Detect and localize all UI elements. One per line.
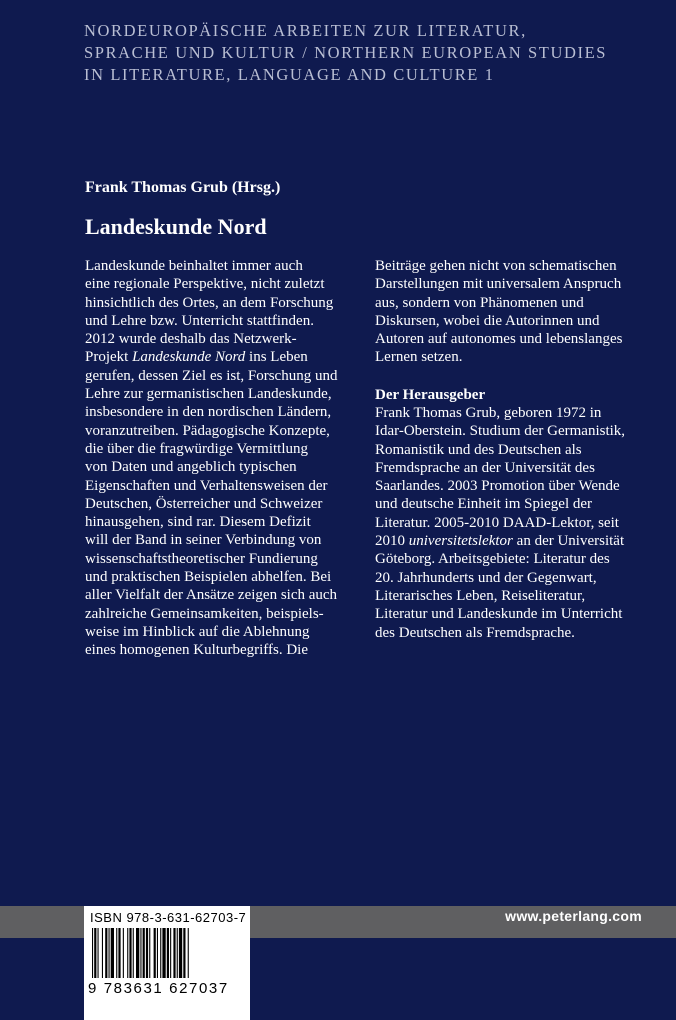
editor-bio: [375, 404, 655, 642]
bio-line: Literatur. 2005-2010 DAAD-Lektor, seit: [375, 514, 619, 531]
barcode-bar: [94, 928, 96, 978]
series-line-3: IN LITERATURE, LANGUAGE AND CULTURE 1: [84, 65, 495, 84]
bio-line: Idar-Oberstein. Studium der Germanistik,: [375, 423, 626, 440]
bio-text: an der Universität: [512, 533, 625, 550]
bio-text: 2010: [375, 533, 409, 550]
barcode-bar: [118, 928, 120, 978]
bio-line: [375, 532, 655, 550]
blurb-line: die über die fragwürdige Vermittlung: [85, 440, 308, 457]
blurb-line: insbesondere in den nordischen Ländern,: [85, 404, 332, 421]
blurb-line: wissenschaftstheoretischer Fundierung: [85, 550, 318, 567]
bio-line: Literatur und Landeskunde im Unterricht: [375, 606, 623, 623]
bio-line: Saarlandes. 2003 Promotion über Wende: [375, 478, 620, 495]
bio-italic-term: universitetslektor: [408, 533, 513, 550]
blurb-line: von Daten und angeblich typischen: [85, 459, 297, 476]
blurb-line: [85, 348, 350, 366]
bio-line: Frank Thomas Grub, geboren 1972 in: [375, 405, 602, 421]
editor-bio-heading: Der Herausgeber: [375, 387, 486, 403]
barcode-bar: [116, 928, 117, 978]
barcode-bar: [111, 928, 114, 978]
series-line-1: NORDEUROPÄISCHE ARBEITEN ZUR LITERATUR,: [84, 21, 527, 40]
barcode-digits: 9 783631 627037: [88, 980, 229, 997]
bio-line: Fremdsprache an der Universität des: [375, 459, 595, 476]
barcode-bar: [179, 928, 182, 978]
blurb-line: und Lehre bzw. Unterricht stattfinden.: [85, 312, 314, 329]
bio-line: und deutsche Einheit im Spiegel der: [375, 496, 593, 513]
barcode-bars: [92, 928, 242, 978]
barcode-bar: [127, 928, 128, 978]
book-title: Landeskunde Nord: [85, 214, 267, 239]
blurb-right-column: [375, 257, 640, 367]
bio-line: Göteborg. Arbeitsgebiete: Literatur des: [375, 551, 610, 568]
blurb-line: voranzutreiben. Pädagogische Konzepte,: [85, 422, 330, 439]
series-title: [84, 20, 654, 86]
blurb-line: Lehre zur germanistischen Landeskunde,: [85, 386, 332, 403]
blurb-line: will der Band in seiner Verbindung von: [85, 532, 322, 549]
barcode-bar: [160, 928, 161, 978]
blurb-text: ins Leben: [245, 349, 308, 366]
blurb-line: aller Vielfalt der Ansätze zeigen sich auch: [85, 587, 338, 604]
blurb-line: 2012 wurde deshalb das Netzwerk-: [85, 331, 297, 348]
blurb-line: eines homogenen Kulturbegriffs. Die: [85, 642, 309, 659]
barcode-bar: [154, 928, 156, 978]
blurb-line: Beiträge gehen nicht von schematischen: [375, 258, 617, 274]
blurb-line: Darstellungen mit universalem Anspruch: [375, 276, 622, 293]
blurb-line: eine regionale Perspektive, nicht zuletzt: [85, 276, 325, 293]
barcode-bar: [162, 928, 165, 978]
blurb-line: Eigenschaften und Verhaltensweisen der: [85, 477, 328, 494]
blurb-line: Autoren auf autonomes und lebenslanges: [375, 331, 623, 348]
barcode-bar: [98, 928, 99, 978]
blurb-line: Lernen setzen.: [375, 349, 463, 366]
barcode-bar: [183, 928, 185, 978]
barcode-bar: [133, 928, 134, 978]
blurb-line: hinsichtlich des Ortes, an dem Forschung: [85, 294, 334, 311]
barcode-bar: [92, 928, 93, 978]
book-editor: Frank Thomas Grub (Hrsg.): [85, 179, 281, 196]
publisher-url[interactable]: www.peterlang.com: [505, 908, 642, 924]
blurb-left-column: [85, 257, 350, 660]
blurb-line: und praktischen Beispielen abhelfen. Bei: [85, 569, 332, 586]
barcode-bar: [170, 928, 171, 978]
barcode-bar: [140, 928, 141, 978]
barcode-bar: [105, 928, 107, 978]
barcode-bar: [102, 928, 103, 978]
bio-line: Romanistik und des Deutschen als: [375, 441, 582, 458]
blurb-line: Deutschen, Österreicher und Schweizer: [85, 495, 323, 512]
blurb-line: hinausgehen, sind rar. Diesem Defizit: [85, 514, 311, 531]
blurb-line: Landeskunde beinhaltet immer auch: [85, 258, 303, 274]
bio-line: des Deutschen als Fremdsprache.: [375, 624, 575, 641]
barcode-bar: [146, 928, 148, 978]
bio-line: Literarisches Leben, Reiseliteratur,: [375, 587, 586, 604]
barcode-bar: [177, 928, 178, 978]
barcode-bar: [167, 928, 169, 978]
bio-line: 20. Jahrhunderts und der Gegenwart,: [375, 569, 597, 586]
series-line-2: SPRACHE UND KULTUR / NORTHERN EUROPEAN STUDIES: [84, 43, 608, 62]
barcode-bar: [136, 928, 139, 978]
barcode-bar: [149, 928, 150, 978]
blurb-line: Diskursen, wobei die Autorinnen und: [375, 312, 600, 329]
barcode-bar: [143, 928, 145, 978]
barcode-bar: [173, 928, 175, 978]
blurb-italic-title: Landeskunde Nord: [132, 349, 246, 366]
barcode-bar: [188, 928, 189, 978]
isbn-barcode: [84, 906, 250, 1020]
isbn-label: ISBN 978-3-631-62703-7: [90, 910, 247, 925]
blurb-line: gerufen, dessen Ziel es ist, Forschung und: [85, 367, 338, 384]
barcode-bar: [123, 928, 124, 978]
barcode-bar: [129, 928, 131, 978]
blurb-text: Projekt: [85, 349, 133, 366]
blurb-line: weise im Hinblick auf die Ablehnung: [85, 623, 310, 640]
barcode-bar: [157, 928, 158, 978]
barcode-bar: [109, 928, 110, 978]
blurb-line: zahlreiche Gemeinsamkeiten, beispiels-: [85, 605, 324, 622]
blurb-line: aus, sondern von Phänomenen und: [375, 294, 584, 311]
